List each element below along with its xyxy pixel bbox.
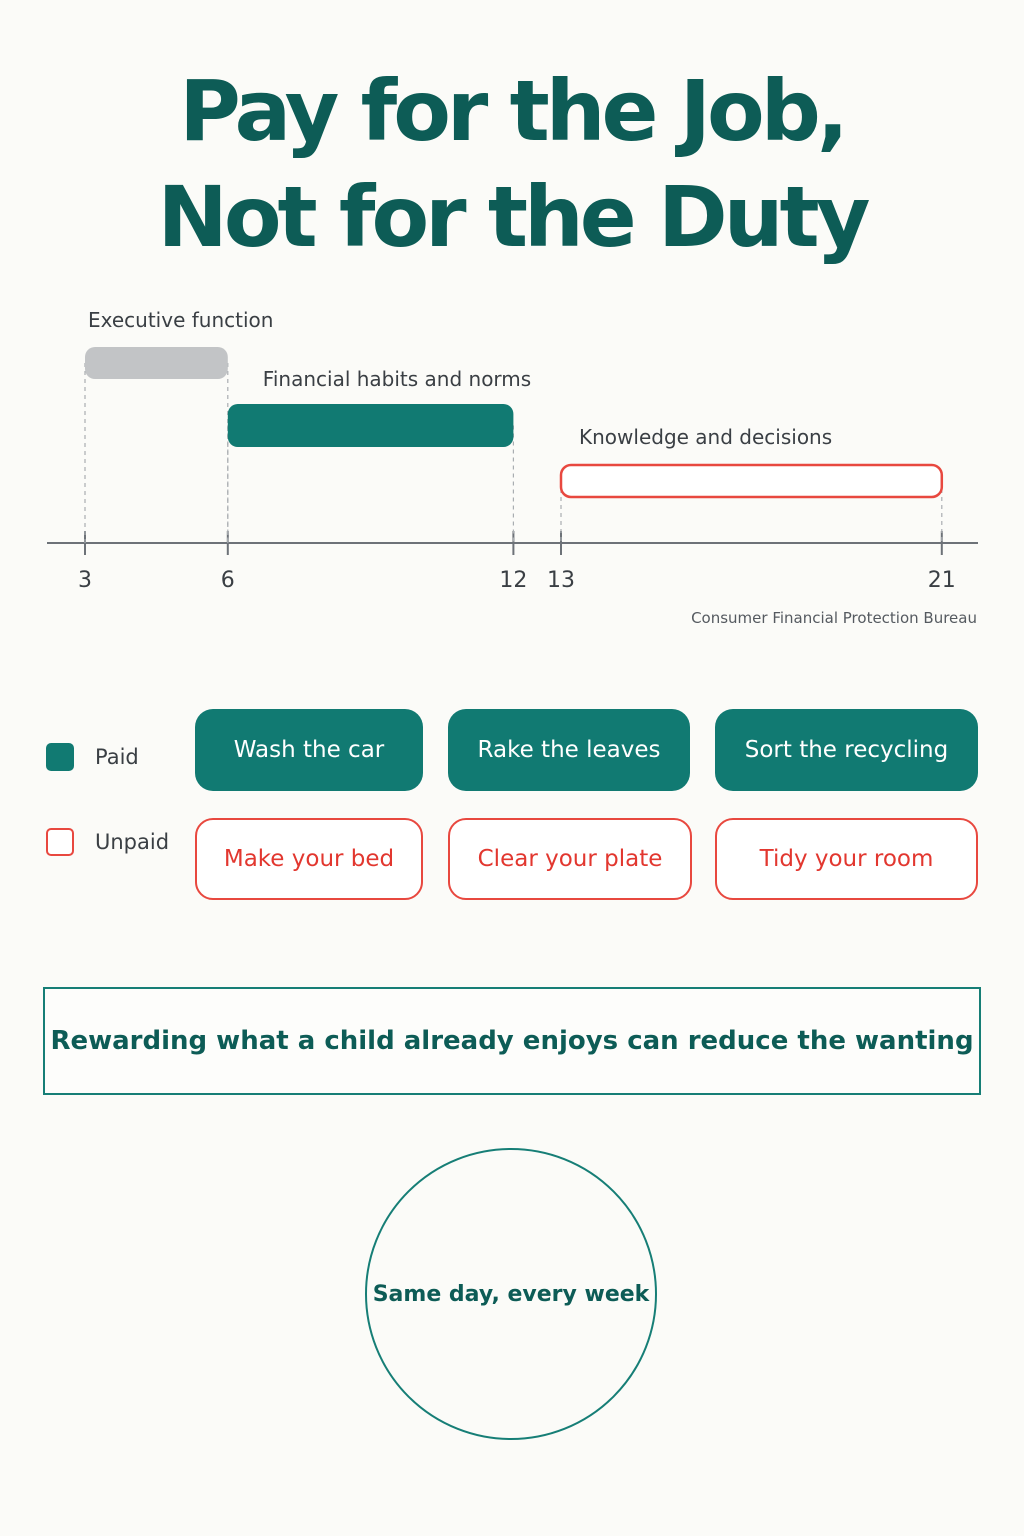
stage-bar-3 (561, 465, 942, 497)
stage-label-3: Knowledge and decisions (579, 425, 833, 449)
stage-label-1: Executive function (88, 308, 274, 332)
legend-unpaid (46, 828, 169, 856)
payday-circle-text: Same day, every week (372, 1281, 650, 1307)
stage-label-2: Financial habits and norms (262, 367, 532, 391)
legend-unpaid-label: Unpaid (95, 830, 170, 854)
key-message-box (43, 987, 981, 1095)
title-line-2: Not for the Duty (157, 168, 867, 266)
legend-paid (46, 743, 139, 771)
unpaid-swatch (46, 828, 74, 856)
tick-label-age: 21 (927, 568, 956, 593)
payday-circle (365, 1148, 657, 1440)
unpaid-chore-make-bed: Make your bed (195, 818, 423, 900)
source-credit: Consumer Financial Protection Bureau (691, 609, 977, 627)
tick-label-age: 13 (547, 568, 575, 593)
paid-chore-sort-recycling: Sort the recycling (715, 709, 978, 791)
unpaid-chore-tidy-room: Tidy your room (715, 818, 978, 900)
tick-label-age: 6 (220, 568, 235, 593)
stage-bar-1 (85, 347, 228, 379)
age-timeline (0, 290, 1024, 640)
unpaid-chore-clear-plate: Clear your plate (448, 818, 692, 900)
title-line-1: Pay for the Job, (179, 62, 845, 160)
legend-paid-label: Paid (95, 745, 139, 769)
key-message-text: Rewarding what a child already enjoys can reduce the wanting (50, 1026, 974, 1056)
paid-swatch (46, 743, 74, 771)
page-title (0, 58, 1024, 270)
stage-bar-2 (228, 404, 514, 447)
tick-label-age: 3 (78, 568, 92, 593)
tick-label-age: 12 (499, 568, 528, 593)
paid-chore-wash-car: Wash the car (195, 709, 423, 791)
paid-chore-rake-leaves: Rake the leaves (448, 709, 690, 791)
